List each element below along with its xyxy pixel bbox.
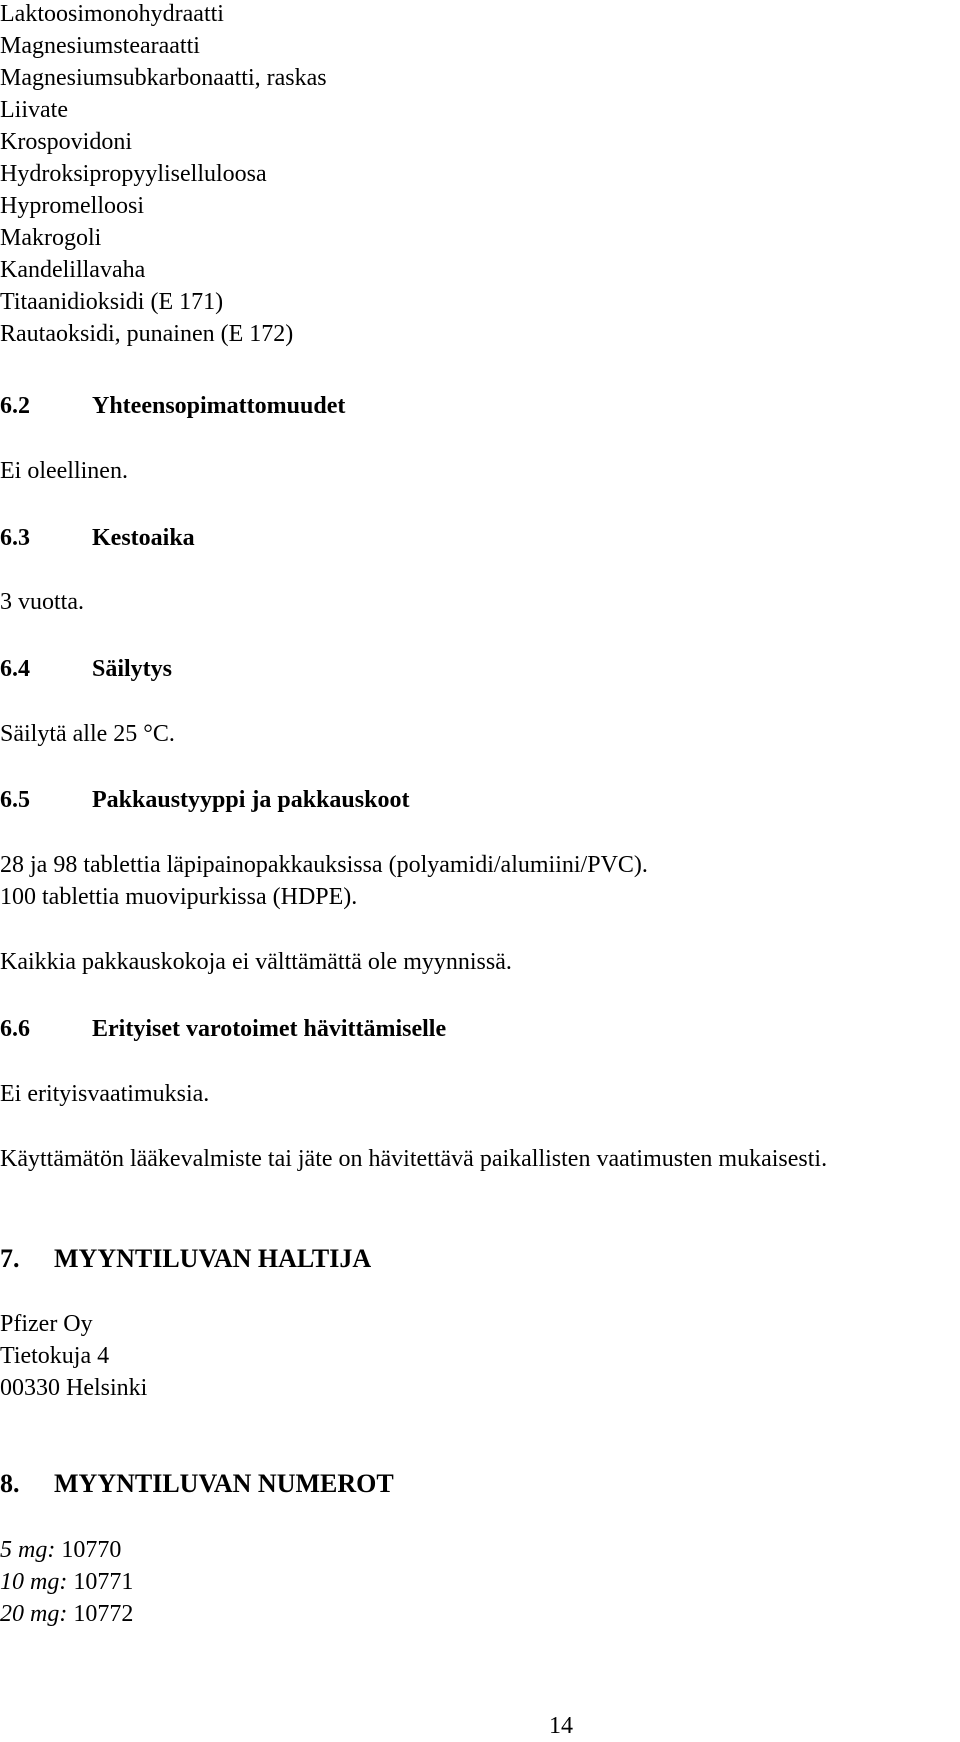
section-title: Yhteensopimattomuudet: [92, 393, 346, 419]
section-title: Pakkaustyyppi ja pakkauskoot: [92, 787, 410, 813]
holder-street: Tietokuja 4: [0, 1343, 110, 1369]
section-6-6-line2: Käyttämätön lääkevalmiste tai jäte on hävitettävä paikallisten vaatimusten mukaisesti.: [0, 1146, 828, 1172]
ingredient-item: Liivate: [0, 97, 68, 123]
ingredient-item: Kandelillavaha: [0, 257, 146, 283]
section-8-heading: [0, 1468, 394, 1500]
section-6-3-heading: [0, 522, 195, 554]
ingredient-item: Magnesiumsubkarbonaatti, raskas: [0, 65, 327, 91]
section-number: 6.5: [0, 787, 30, 813]
license-dose: 10 mg:: [0, 1569, 68, 1595]
license-number-row: [0, 1598, 133, 1630]
license-number: 10770: [61, 1537, 122, 1563]
ingredient-item: Hypromelloosi: [0, 193, 144, 219]
section-title: Erityiset varotoimet hävittämiselle: [92, 1016, 447, 1042]
holder-name: Pfizer Oy: [0, 1311, 93, 1337]
license-number-row: [0, 1566, 133, 1598]
license-number: 10772: [73, 1601, 134, 1627]
license-dose: 5 mg:: [0, 1537, 56, 1563]
section-6-6-line1: Ei erityisvaatimuksia.: [0, 1081, 210, 1107]
ingredients-list: [0, 0, 327, 350]
section-6-5-line1: 28 ja 98 tablettia läpipainopakkauksissa (polyamidi/alumiini/PVC).: [0, 852, 648, 878]
section-7-heading: [0, 1243, 371, 1275]
section-number: 8.: [0, 1469, 20, 1498]
section-6-2-heading: [0, 390, 345, 422]
ingredient-item: Laktoosimonohydraatti: [0, 1, 224, 27]
section-title: Kestoaika: [92, 525, 195, 551]
section-6-3-text: 3 vuotta.: [0, 589, 84, 615]
ingredient-item: Magnesiumstearaatti: [0, 33, 200, 59]
section-6-5-line2: 100 tablettia muovipurkissa (HDPE).: [0, 884, 358, 910]
ingredient-item: Rautaoksidi, punainen (E 172): [0, 321, 294, 347]
ingredient-item: Makrogoli: [0, 225, 102, 251]
section-number: 7.: [0, 1244, 20, 1273]
section-title: MYYNTILUVAN NUMEROT: [54, 1469, 394, 1498]
section-number: 6.6: [0, 1016, 30, 1042]
section-6-6-heading: [0, 1013, 446, 1045]
license-number-row: [0, 1534, 121, 1566]
section-6-4-heading: [0, 653, 172, 685]
page-number: 14: [549, 1713, 573, 1739]
section-title: Säilytys: [92, 656, 173, 682]
license-dose: 20 mg:: [0, 1601, 68, 1627]
section-6-5-heading: [0, 784, 409, 816]
section-title: MYYNTILUVAN HALTIJA: [54, 1244, 372, 1273]
section-number: 6.2: [0, 393, 30, 419]
section-6-2-text: Ei oleellinen.: [0, 458, 128, 484]
license-number: 10771: [73, 1569, 134, 1595]
section-6-5-line3: Kaikkia pakkauskokoja ei välttämättä ole myynnissä.: [0, 949, 512, 975]
section-number: 6.4: [0, 656, 30, 682]
section-number: 6.3: [0, 525, 30, 551]
ingredient-item: Hydroksipropyyliselluloosa: [0, 161, 267, 187]
holder-city: 00330 Helsinki: [0, 1375, 148, 1401]
section-6-4-text: Säilytä alle 25 °C.: [0, 721, 175, 747]
ingredient-item: Titaanidioksidi (E 171): [0, 289, 224, 315]
ingredient-item: Krospovidoni: [0, 129, 132, 155]
